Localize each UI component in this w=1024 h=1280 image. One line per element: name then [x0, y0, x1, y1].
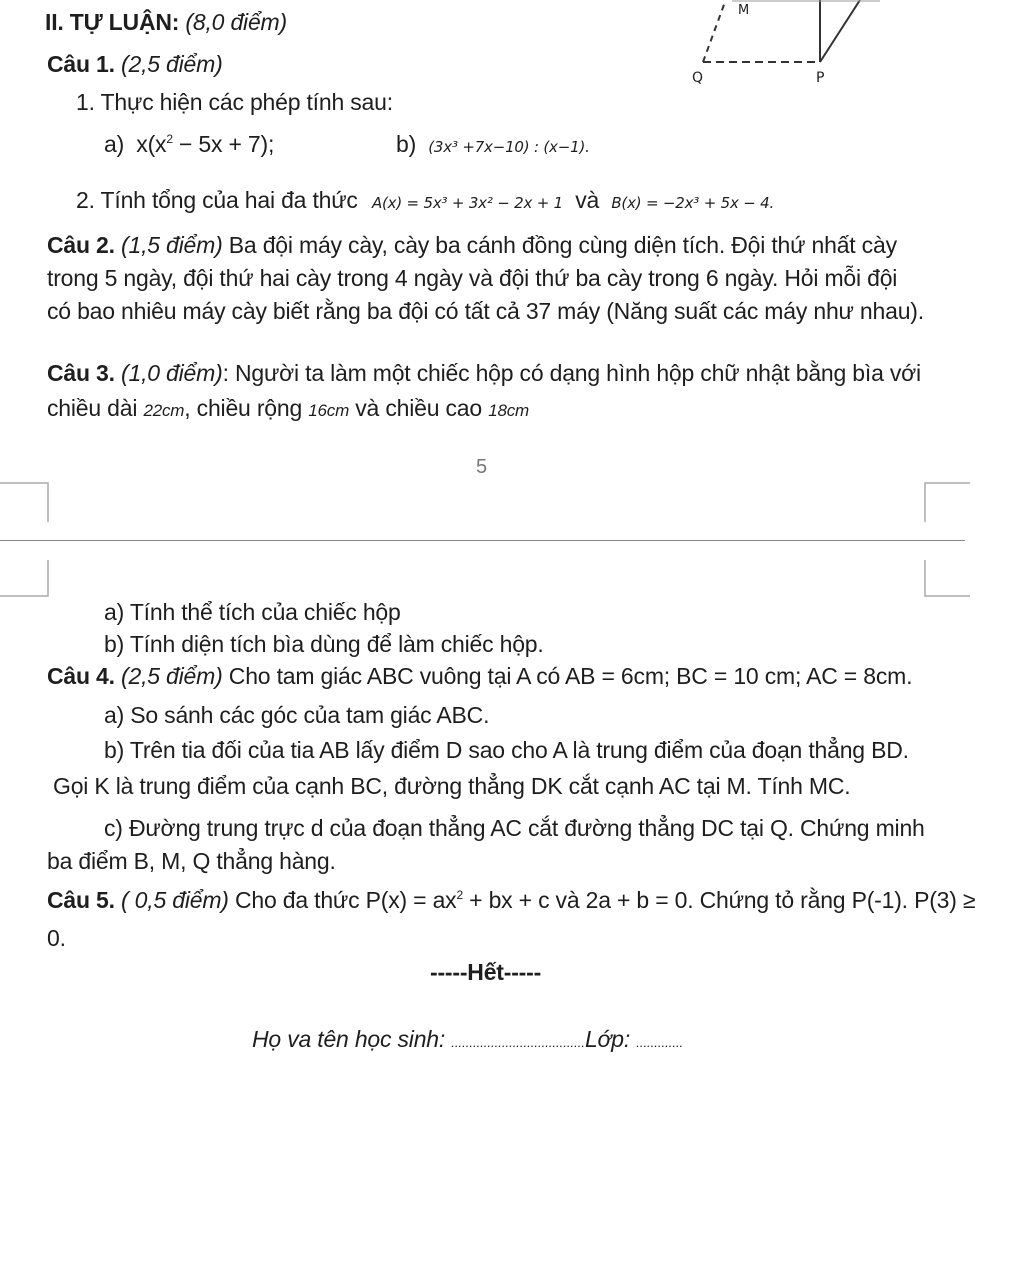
- q4-part-a: a) So sánh các góc của tam giác ABC.: [104, 702, 490, 728]
- section-heading: II. TỰ LUẬN: (8,0 điểm): [45, 9, 287, 35]
- q2-line3: có bao nhiêu máy cày biết rằng ba đội có tất cả 37 máy (Năng suất các máy như nhau).: [47, 298, 924, 324]
- q2-line2: trong 5 ngày, đội thứ hai cày trong 4 ngày và đội thứ ba cày trong 6 ngày. Hỏi mỗi đội: [47, 265, 898, 291]
- q3-line2: chiều dài 22cm, chiều rộng 16cm và chiều cao 18cm: [47, 395, 529, 421]
- q1-part-a: a) $x(x^2 - 5x + 7)$;: [104, 131, 275, 157]
- crop-mark-bottom-right: [910, 560, 970, 600]
- label-p: P: [816, 70, 825, 86]
- q4-part-c2: ba điểm B, M, Q thẳng hàng.: [47, 848, 336, 874]
- crop-mark-top-left: [0, 482, 60, 522]
- edge-mq-dashed: [703, 2, 725, 62]
- q4-part-b2: Gọi K là trung điểm của cạnh BC, đường thẳng DK cắt cạnh AC tại M. Tính MC.: [53, 773, 851, 799]
- q2-line1: Câu 2. (1,5 điểm) Ba đội máy cày, cày ba cánh đồng cùng diện tích. Đội thứ nhất cày: [47, 232, 897, 258]
- page-separator: [0, 540, 965, 541]
- q1-part-b: b) (3x³ +7x−10) : (x−1).: [396, 131, 590, 157]
- crop-mark-bottom-left: [0, 560, 60, 600]
- q1-heading: Câu 1. (2,5 điểm): [47, 51, 223, 77]
- q3-part-b: b) Tính diện tích bìa dùng để làm chiếc hộp.: [104, 631, 544, 657]
- box-figure: [670, 0, 890, 95]
- student-footer: Họ va tên học sinh: .....................................Lớp: .............: [252, 1026, 684, 1052]
- end-marker: -----Hết-----: [430, 959, 542, 985]
- label-m: M: [738, 3, 750, 18]
- q4-line1: Câu 4. (2,5 điểm) Cho tam giác ABC vuông tại A có AB = 6cm; BC = 10 cm; AC = 8cm.: [47, 663, 913, 689]
- q3-part-a: a) Tính thể tích của chiếc hộp: [104, 599, 401, 625]
- q4-part-b1: b) Trên tia đối của tia AB lấy điểm D sao cho A là trung điểm của đoạn thẳng BD.: [104, 737, 909, 763]
- edge-diagonal: [820, 0, 860, 62]
- q1-item1: 1. Thực hiện các phép tính sau:: [76, 89, 393, 115]
- q4-part-c1: c) Đường trung trực d của đoạn thẳng AC cắt đường thẳng DC tại Q. Chứng minh: [104, 815, 925, 841]
- page-number: 5: [476, 456, 487, 478]
- q3-line1: Câu 3. (1,0 điểm): Người ta làm một chiếc hộp có dạng hình hộp chữ nhật bằng bìa với: [47, 360, 921, 386]
- q5-line1: Câu 5. ( 0,5 điểm) Cho đa thức $P(x) = ax^2$ + bx + c và 2a + b = 0. Chứng tỏ rằng P(-1). P(3) ≥: [47, 887, 976, 913]
- q5-line2: 0.: [47, 925, 66, 951]
- crop-mark-top-right: [910, 482, 970, 522]
- label-q: Q: [692, 70, 704, 86]
- q1-item2: 2. Tính tổng của hai đa thức A(x) = 5x³ + 3x² − 2x + 1 và B(x) = −2x³ + 5x − 4.: [76, 187, 775, 213]
